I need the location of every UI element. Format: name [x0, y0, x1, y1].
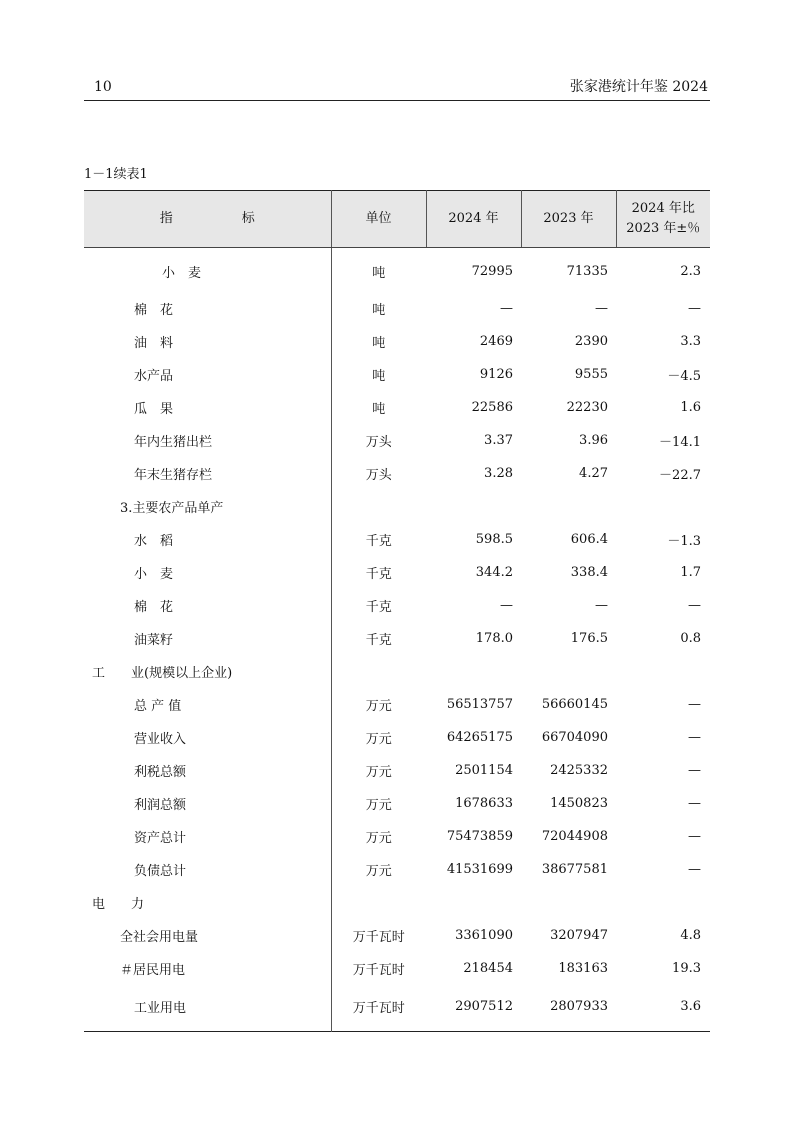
- value-2023-cell: 176.5: [570, 631, 608, 646]
- indicator-cell: 利税总额: [84, 754, 331, 787]
- value-2023-cell: 3.96: [579, 433, 608, 448]
- change-cell: 3.3: [680, 334, 701, 349]
- value-2024-cell: 41531699: [446, 862, 513, 877]
- unit-cell: 万千瓦时: [352, 963, 405, 978]
- value-2024-cell: 3.37: [484, 433, 513, 448]
- change-cell: —: [688, 829, 701, 844]
- change-cell: －1.3: [667, 534, 701, 549]
- value-2024-cell: 178.0: [475, 631, 513, 646]
- indicator-cell: 3.主要农产品单产: [84, 490, 331, 523]
- value-2023-cell: 56660145: [541, 697, 608, 712]
- value-2024-cell: 72995: [471, 263, 513, 279]
- indicator-cell: 油菜籽: [84, 622, 331, 655]
- table-row: [84, 358, 710, 391]
- value-2023-cell: 9555: [574, 367, 608, 382]
- unit-cell: 吨: [372, 265, 386, 281]
- unit-cell: 万元: [365, 732, 392, 747]
- unit-cell: 吨: [372, 303, 386, 318]
- table-row: [84, 325, 710, 358]
- table-row: [84, 523, 710, 556]
- change-cell: 0.8: [680, 631, 701, 646]
- value-2024-cell: 75473859: [446, 829, 513, 844]
- value-2024-cell: 2469: [479, 334, 513, 349]
- change-cell: －14.1: [659, 435, 701, 450]
- change-cell: —: [688, 301, 701, 316]
- table-row: [84, 886, 710, 919]
- indicator-cell: 棉 花: [84, 589, 331, 622]
- change-cell: —: [688, 862, 701, 877]
- table-row: [84, 721, 710, 754]
- indicator-cell: 资产总计: [84, 820, 331, 853]
- table-row: [84, 985, 710, 1032]
- column-header-unit: 单位: [331, 191, 426, 248]
- value-2024-cell: 1678633: [455, 796, 513, 811]
- indicator-cell: 年内生猪出栏: [84, 424, 331, 457]
- value-2023-cell: 183163: [558, 961, 608, 976]
- value-2023-cell: 2425332: [550, 763, 608, 778]
- unit-cell: 千克: [365, 600, 392, 615]
- value-2024-cell: [426, 655, 521, 688]
- table-row: [84, 622, 710, 655]
- indicator-cell: 小 麦: [84, 556, 331, 589]
- unit-cell: 万千瓦时: [352, 1000, 405, 1016]
- column-header-indicator: 指 标: [84, 191, 331, 248]
- indicator-cell: 利润总额: [84, 787, 331, 820]
- column-header-change: 2024 年比 2023 年±％: [616, 191, 710, 248]
- unit-cell: 吨: [372, 402, 386, 417]
- value-2023-cell: 72044908: [541, 829, 608, 844]
- indicator-cell: 营业收入: [84, 721, 331, 754]
- change-cell: 4.8: [680, 928, 701, 943]
- page-number: 10: [94, 79, 112, 95]
- indicator-cell: 棉 花: [84, 292, 331, 325]
- unit-cell: 万千瓦时: [352, 930, 405, 945]
- indicator-cell: 油 料: [84, 325, 331, 358]
- change-cell: －4.5: [667, 369, 701, 384]
- indicator-cell: 水 稻: [84, 523, 331, 556]
- statistics-table: [84, 190, 710, 1032]
- table-row: [84, 424, 710, 457]
- indicator-cell: 电 力: [84, 886, 331, 919]
- change-cell: —: [688, 763, 701, 778]
- table-row: [84, 655, 710, 688]
- indicator-cell: 小 麦: [84, 248, 331, 293]
- value-2023-cell: 4.27: [579, 466, 608, 481]
- table-body: [84, 248, 710, 1032]
- value-2023-cell: 22230: [566, 400, 608, 415]
- value-2024-cell: 56513757: [446, 697, 513, 712]
- unit-cell: [331, 490, 426, 523]
- unit-cell: [331, 886, 426, 919]
- unit-cell: 千克: [365, 633, 392, 648]
- change-cell: [616, 490, 710, 523]
- column-header-2023: 2023 年: [521, 191, 616, 248]
- value-2024-cell: —: [500, 598, 513, 613]
- value-2024-cell: 598.5: [475, 532, 513, 547]
- table-row: [84, 754, 710, 787]
- indicator-cell: 水产品: [84, 358, 331, 391]
- value-2023-cell: 66704090: [541, 730, 608, 745]
- indicator-cell: 工业用电: [84, 985, 331, 1032]
- value-2023-cell: 38677581: [541, 862, 608, 877]
- unit-cell: 吨: [372, 369, 386, 384]
- change-cell: 3.6: [680, 998, 701, 1014]
- change-cell: —: [688, 697, 701, 712]
- table-row: [84, 688, 710, 721]
- table-header-row: [84, 191, 710, 248]
- indicator-cell: 负债总计: [84, 853, 331, 886]
- value-2024-cell: 2907512: [455, 998, 513, 1014]
- value-2023-cell: [521, 655, 616, 688]
- table-row: [84, 919, 710, 952]
- value-2024-cell: [426, 886, 521, 919]
- indicator-cell: 全社会用电量: [84, 919, 331, 952]
- table-row: [84, 853, 710, 886]
- table-caption: 1－1续表1: [84, 167, 148, 182]
- value-2023-cell: 338.4: [570, 565, 608, 580]
- unit-cell: 万元: [365, 699, 392, 714]
- value-2024-cell: —: [500, 301, 513, 316]
- change-cell: —: [688, 730, 701, 745]
- indicator-cell: ＃居民用电: [84, 952, 331, 985]
- change-cell: 2.3: [680, 263, 701, 279]
- value-2024-cell: 9126: [479, 367, 513, 382]
- unit-cell: 万元: [365, 765, 392, 780]
- value-2023-cell: [521, 886, 616, 919]
- unit-cell: 吨: [372, 336, 386, 351]
- value-2024-cell: 218454: [463, 961, 513, 976]
- change-cell: 19.3: [672, 961, 701, 976]
- indicator-cell: 瓜 果: [84, 391, 331, 424]
- column-header-2024: 2024 年: [426, 191, 521, 248]
- unit-cell: 万头: [365, 468, 392, 483]
- unit-cell: 万元: [365, 798, 392, 813]
- table-row: [84, 952, 710, 985]
- change-cell: —: [688, 796, 701, 811]
- unit-cell: 千克: [365, 567, 392, 582]
- change-cell: －22.7: [659, 468, 701, 483]
- table-row: [84, 248, 710, 293]
- table-row: [84, 391, 710, 424]
- table-row: [84, 556, 710, 589]
- table-row: [84, 457, 710, 490]
- unit-cell: [331, 655, 426, 688]
- page-header: [84, 78, 710, 101]
- value-2024-cell: [426, 490, 521, 523]
- unit-cell: 万元: [365, 831, 392, 846]
- value-2023-cell: —: [595, 598, 608, 613]
- value-2024-cell: 64265175: [446, 730, 513, 745]
- indicator-cell: 工 业(规模以上企业): [84, 655, 331, 688]
- change-cell: [616, 886, 710, 919]
- table-row: [84, 490, 710, 523]
- value-2024-cell: 22586: [471, 400, 513, 415]
- value-2024-cell: 344.2: [475, 565, 513, 580]
- value-2023-cell: 606.4: [570, 532, 608, 547]
- change-cell: 1.7: [680, 565, 701, 580]
- book-title: 张家港统计年鉴 2024: [569, 79, 708, 95]
- value-2023-cell: 3207947: [550, 928, 608, 943]
- indicator-cell: 总 产 值: [84, 688, 331, 721]
- table-row: [84, 787, 710, 820]
- table-row: [84, 820, 710, 853]
- unit-cell: 万头: [365, 435, 392, 450]
- unit-cell: 万元: [365, 864, 392, 879]
- change-cell: 1.6: [680, 400, 701, 415]
- value-2024-cell: 3361090: [455, 928, 513, 943]
- value-2023-cell: [521, 490, 616, 523]
- value-2023-cell: 2807933: [550, 998, 608, 1014]
- value-2024-cell: 3.28: [484, 466, 513, 481]
- value-2023-cell: —: [595, 301, 608, 316]
- table-row: [84, 589, 710, 622]
- value-2023-cell: 71335: [566, 263, 608, 279]
- change-cell: —: [688, 598, 701, 613]
- value-2024-cell: 2501154: [455, 763, 513, 778]
- value-2023-cell: 1450823: [550, 796, 608, 811]
- change-cell: [616, 655, 710, 688]
- unit-cell: 千克: [365, 534, 392, 549]
- value-2023-cell: 2390: [574, 334, 608, 349]
- table-row: [84, 292, 710, 325]
- indicator-cell: 年末生猪存栏: [84, 457, 331, 490]
